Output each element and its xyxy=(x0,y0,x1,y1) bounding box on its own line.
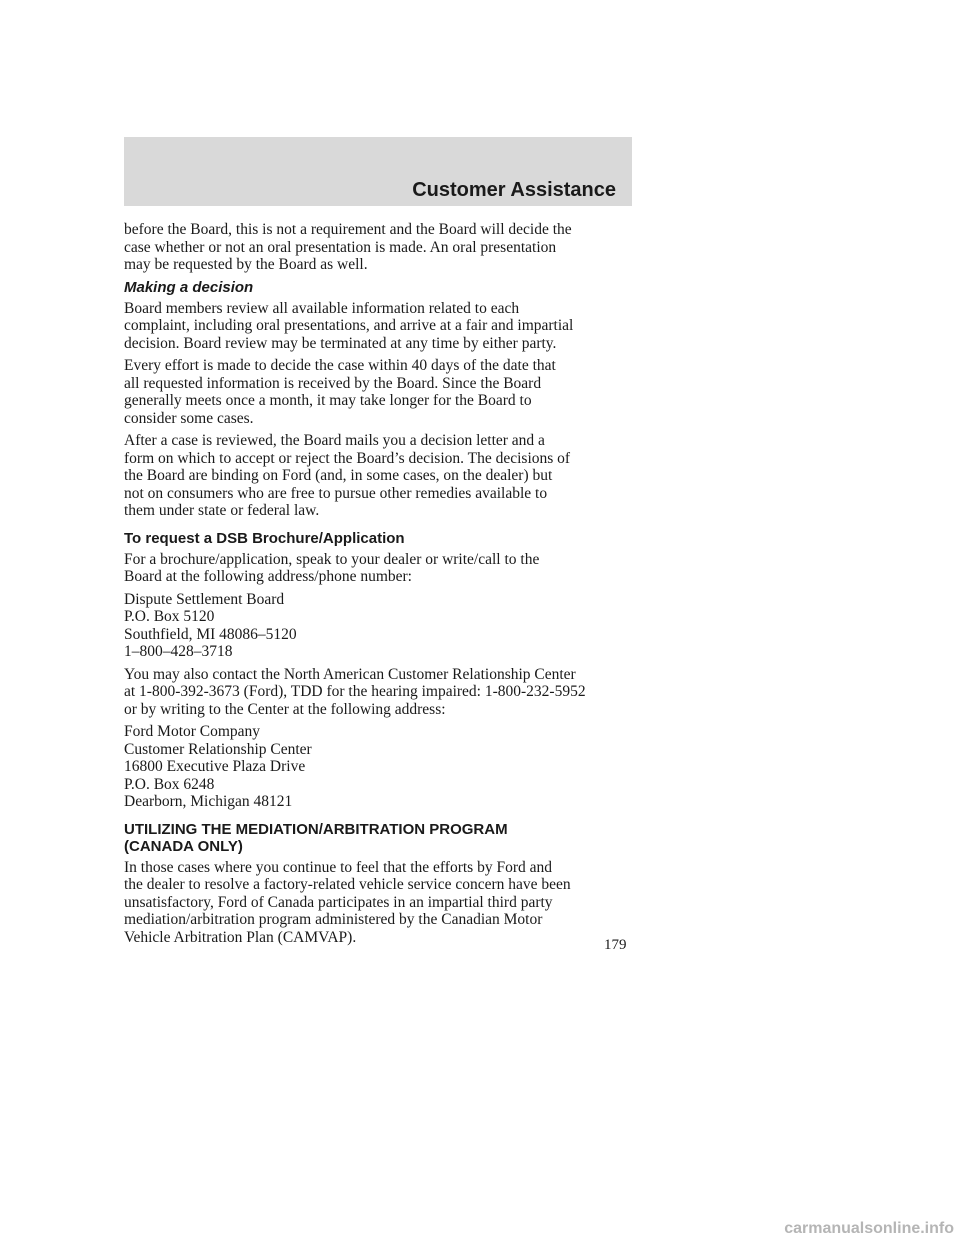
text-line: Ford Motor Company xyxy=(124,723,261,740)
heading-request-brochure: To request a DSB Brochure/Application xyxy=(124,529,405,547)
text-line: For a brochure/application, speak to your dealer or write/call to the xyxy=(124,550,540,568)
text-line: mediation/arbitration program administered by the Canadian Motor xyxy=(124,911,543,928)
text-line: before the Board, this is not a requirement and the Board will decide the xyxy=(124,221,572,238)
page-content xyxy=(124,221,632,951)
text-line: Board at the following address/phone number: xyxy=(124,568,412,585)
address-dispute-settlement-board xyxy=(124,591,632,661)
text-line: 16800 Executive Plaza Drive xyxy=(124,758,306,775)
text-line: Customer Relationship Center xyxy=(124,740,312,758)
text-line: complaint, including oral presentations, and arrive at a fair and impartial xyxy=(124,317,574,334)
text-line: case whether or not an oral presentation is made. An oral presentation xyxy=(124,238,557,256)
text-line: (CANADA ONLY) xyxy=(124,837,243,855)
text-line: Southfield, MI 48086–5120 xyxy=(124,625,297,643)
text-line: After a case is reviewed, the Board mails you a decision letter and a xyxy=(124,432,545,449)
paragraph-request xyxy=(124,551,632,586)
text-line: UTILIZING THE MEDIATION/ARBITRATION PROGRAM xyxy=(124,820,508,838)
text-line: P.O. Box 5120 xyxy=(124,608,215,625)
text-line: at 1-800-392-3673 (Ford), TDD for the hearing impaired: 1-800-232-5952 xyxy=(124,683,586,700)
paragraph-board-review xyxy=(124,300,632,353)
text-line: decision. Board review may be terminated at any time by either party. xyxy=(124,334,557,352)
text-line: P.O. Box 6248 xyxy=(124,775,215,793)
section-title: Customer Assistance xyxy=(412,179,616,201)
paragraph-intro xyxy=(124,221,632,274)
address-ford-motor-company xyxy=(124,723,632,811)
text-line: may be requested by the Board as well. xyxy=(124,256,368,273)
text-line: Board members review all available information related to each xyxy=(124,299,520,317)
paragraph-mediation xyxy=(124,859,632,947)
text-line: all requested information is received by the Board. Since the Board xyxy=(124,374,542,392)
text-line: Vehicle Arbitration Plan (CAMVAP). xyxy=(124,928,357,946)
heading-mediation-program xyxy=(124,821,632,855)
section-header-band xyxy=(124,137,632,206)
text-line: form on which to accept or reject the Board’s decision. The decisions of xyxy=(124,449,571,467)
text-line: the Board are binding on Ford (and, in some cases, on the dealer) but xyxy=(124,467,553,484)
text-line: consider some cases. xyxy=(124,409,254,427)
text-line: or by writing to the Center at the following address: xyxy=(124,700,446,718)
text-line: 1–800–428–3718 xyxy=(124,643,233,660)
text-line: generally meets once a month, it may take longer for the Board to xyxy=(124,392,532,409)
paragraph-every-effort xyxy=(124,357,632,427)
text-line: In those cases where you continue to feel that the efforts by Ford and xyxy=(124,858,552,876)
text-line: unsatisfactory, Ford of Canada participates in an impartial third party xyxy=(124,893,553,911)
text-line: Dearborn, Michigan 48121 xyxy=(124,793,293,810)
text-line: Dispute Settlement Board xyxy=(124,590,285,608)
heading-making-a-decision: Making a decision xyxy=(124,278,254,296)
page-number: 179 xyxy=(604,937,627,953)
text-line: You may also contact the North American Customer Relationship Center xyxy=(124,665,576,683)
footer-watermark: carmanualsonline.info xyxy=(784,1220,954,1237)
paragraph-contact-center xyxy=(124,666,632,719)
text-line: not on consumers who are free to pursue other remedies available to xyxy=(124,484,548,502)
text-line: Every effort is made to decide the case within 40 days of the date that xyxy=(124,357,556,374)
paragraph-after-review xyxy=(124,432,632,520)
text-line: them under state or federal law. xyxy=(124,502,320,519)
text-line: the dealer to resolve a factory-related vehicle service concern have been xyxy=(124,876,571,893)
